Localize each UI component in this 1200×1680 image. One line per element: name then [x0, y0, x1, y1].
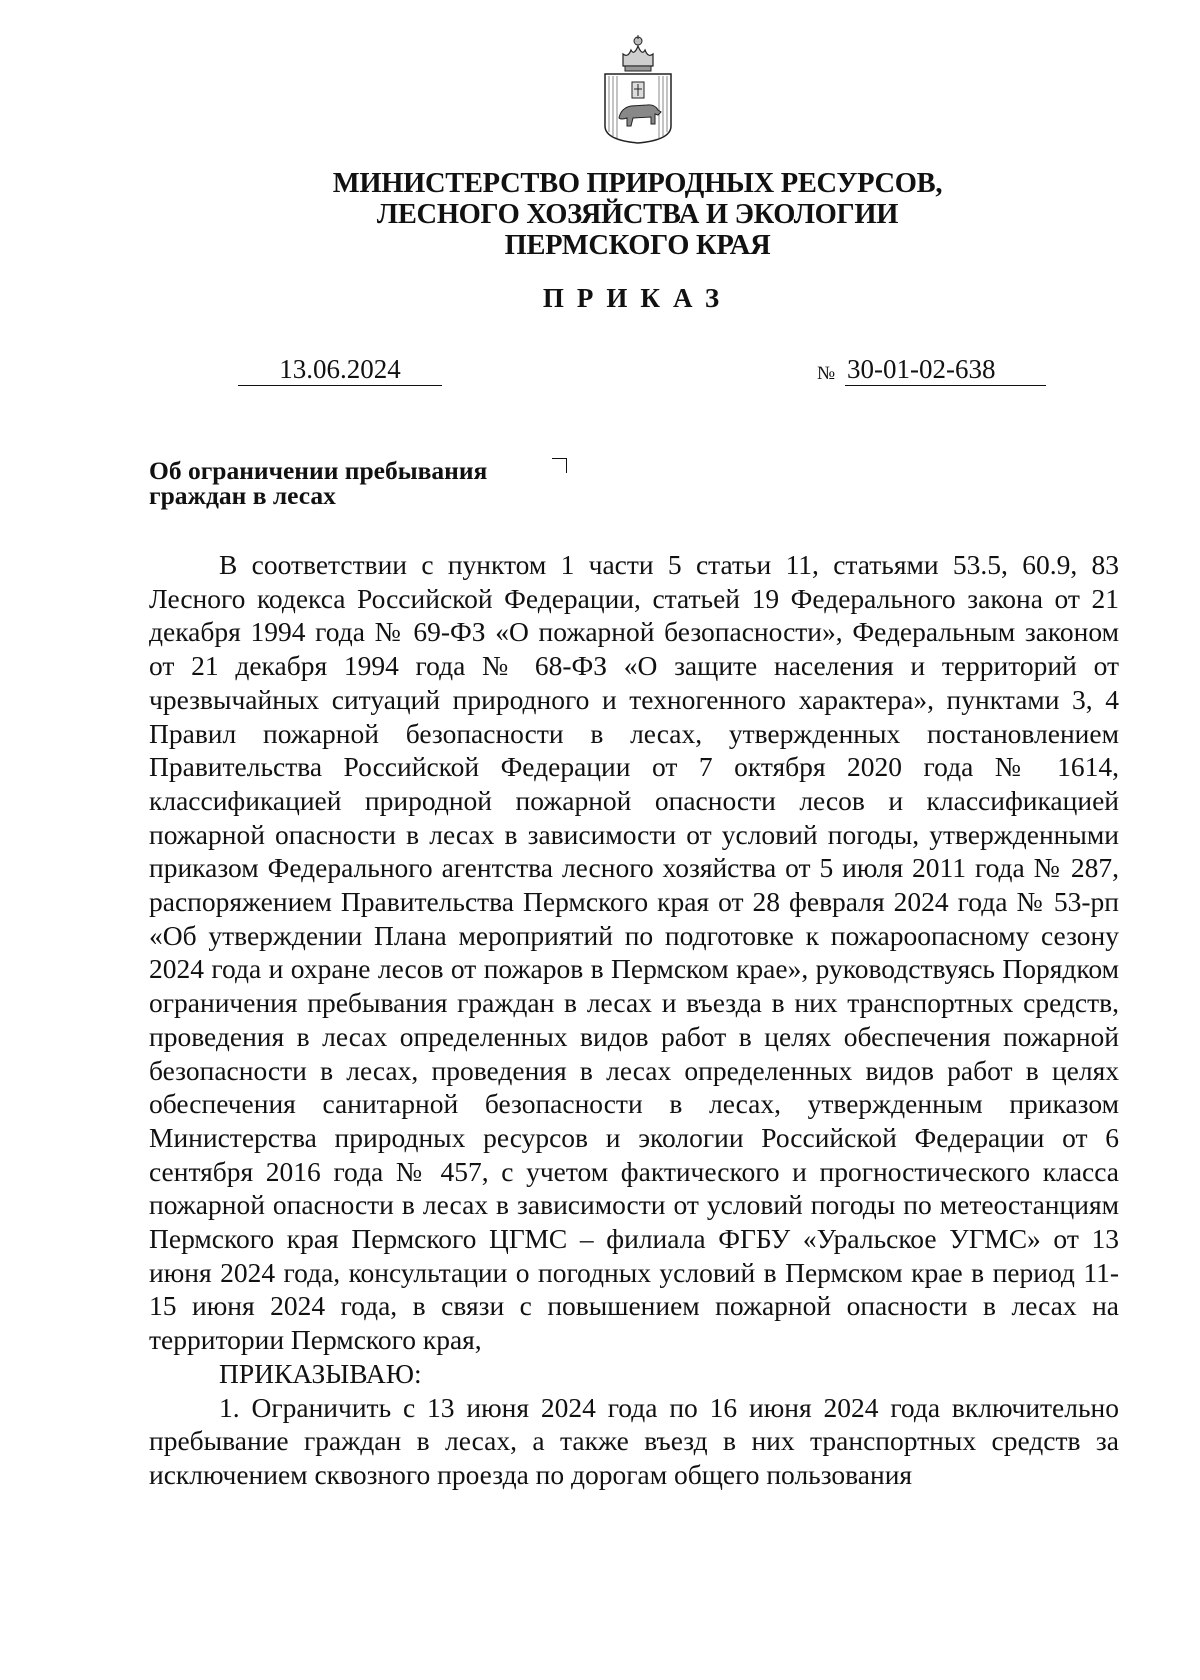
order-body [149, 548, 1119, 1492]
order-number: 30-01-02-638 [845, 354, 1046, 386]
ministry-name-line-3: ПЕРМСКОГО КРАЯ [504, 230, 771, 261]
subject-line-2: граждан в лесах [149, 481, 336, 510]
document-type-title: ПРИКАЗ [542, 283, 733, 313]
subject-bracket-mark [552, 458, 567, 473]
ministry-name [0, 168, 1200, 261]
item-1-paragraph: 1. Ограничить с 13 июня 2024 года по 16 июня 2024 года включительно пребывание граждан в лесах, а также въезд в них транспортных средств за исключением сквозного проезда по дорогам общего пользования [149, 1391, 1119, 1490]
ministry-name-line-1: МИНИСТЕРСТВО ПРИРОДНЫХ РЕСУРСОВ, [332, 168, 943, 199]
order-date: 13.06.2024 [238, 354, 442, 386]
ministry-name-line-2: ЛЕСНОГО ХОЗЯЙСТВА И ЭКОЛОГИИ [376, 199, 899, 230]
order-subject [149, 458, 487, 508]
command-word: ПРИКАЗЫВАЮ: [219, 1357, 422, 1389]
number-sign: № [817, 363, 836, 384]
subject-line-1: Об ограничении пребывания [149, 456, 488, 485]
preamble-paragraph: В соответствии с пунктом 1 части 5 статьи 11, статьями 53.5, 60.9, 83 Лесного кодекса Российской Федерации, статьей 19 Федерального закона от 21 декабря 1994 года № 69-ФЗ «О пожарной безопасности», Федеральным законом от 21 декабря 1994 года № 68-ФЗ «О защите населения и территорий от чрезвычайных ситуаций природного и техногенного характера», пунктами 3, 4 Правил пожарной безопасности в лесах, утвержденных постановлением Правительства Российской Федерации от 7 октября 2020 года № 1614, классификацией природной пожарной опасности лесов и классификацией пожарной опасности в лесах в зависимости от условий погоды, утвержденными приказом Федерального агентства лесного хозяйства от 5 июля 2011 года № 287, распоряжением Правительства Пермского края от 28 февраля 2024 года № 53-рп «Об утверждении Плана мероприятий по подготовке к пожароопасному сезону 2024 года и охране лесов от пожаров в Пермском крае», руководствуясь Порядком ограничения пребывания граждан в лесах и въезда в них транспортных средств, проведения в лесах определенных видов работ в целях обеспечения пожарной безопасности в лесах, проведения в лесах определенных видов работ в целях обеспечения санитарной безопасности в лесах, утвержденным приказом Министерства природных ресурсов и экологии Российской Федерации от 6 сентября 2016 года № 457, с учетом фактического и прогностического класса пожарной опасности в лесах в зависимости от условий погоды по метеостанциям Пермского края Пермского ЦГМС – филиала ФГБУ «Уральское УГМС» от 13 июня 2024 года, консультации о погодных условий в Пермском крае в период 11-15 июня 2024 года, в связи с повышением пожарной опасности в лесах на территории Пермского края, [149, 549, 1119, 1356]
coat-of-arms-icon [601, 32, 675, 144]
